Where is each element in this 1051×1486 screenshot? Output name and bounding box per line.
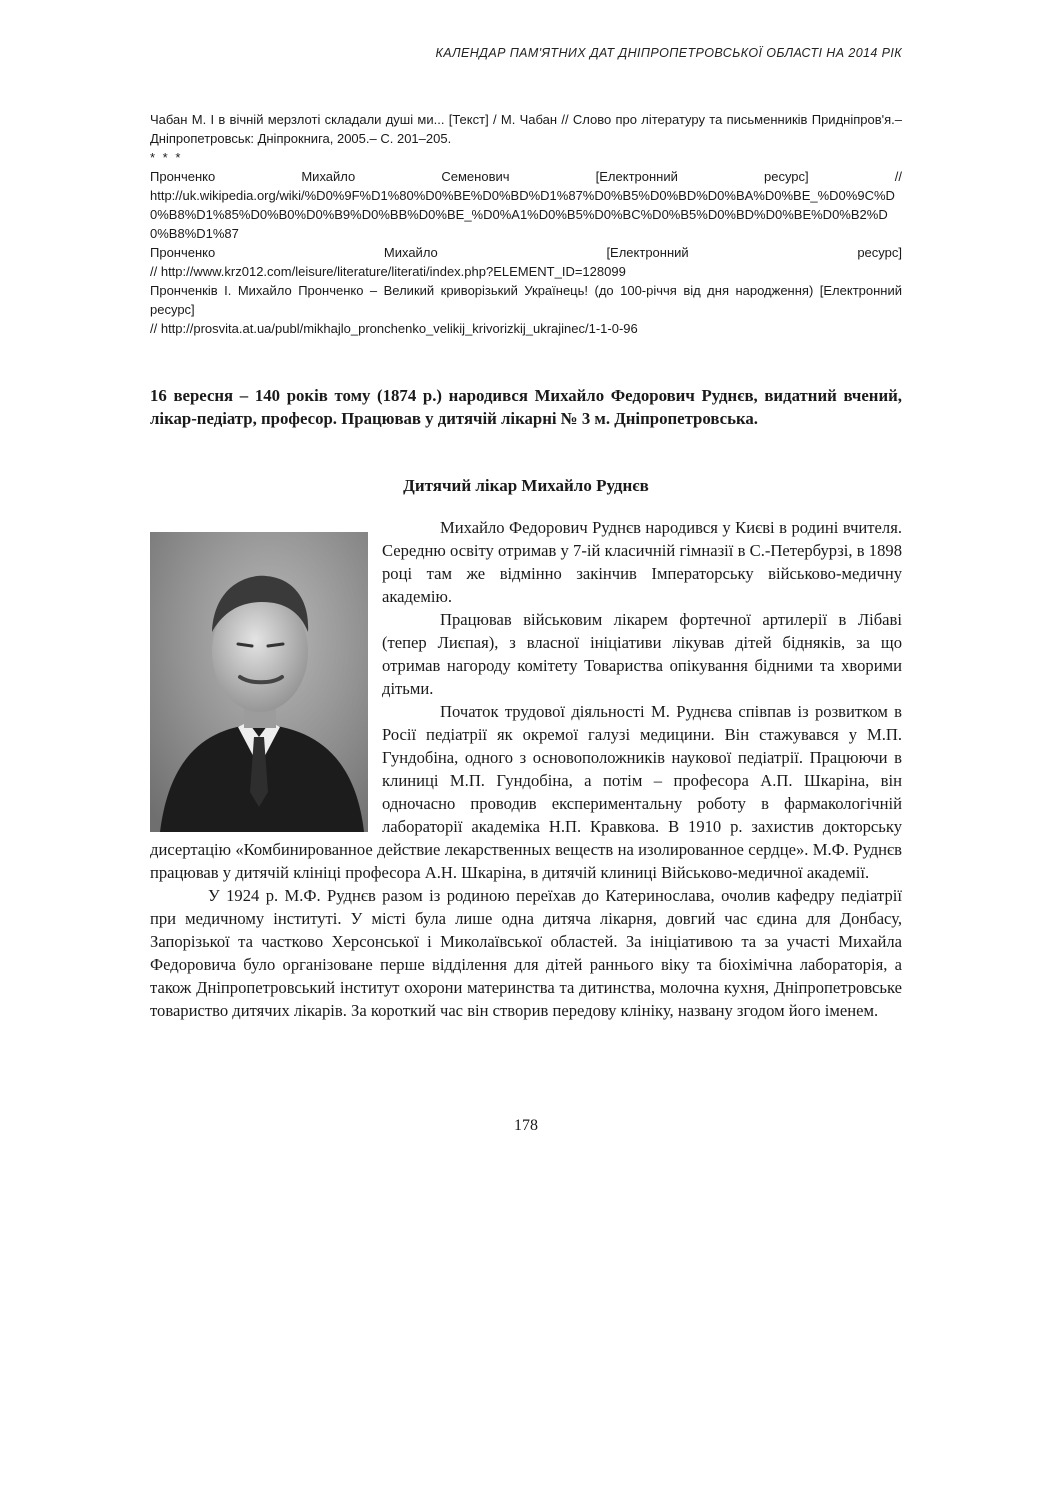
article-paragraph: Початок трудової діяльності М. Руднєва співпав із розвитком в Росії педіатрії як окремої галузі медицини. Він стажувався у М.П. Гундобіна, одного з основоположників наукової педіатрії. Працюючи в клиниці М.П. Гундобіна, а потім – професора А.П. Шкаріна, він одночасно проводив експериментальну роботу в фармакологічній лабораторії академіка Н.П. Кравкова. В 1910 р. захистив докторську дисертацію «Комбинированное действие лекарственных веществ на изолированное сердце». М.Ф. Руднєв працював у дитячій клініці професора А.Н. Шкаріна, в дитячій клиниці Військово-медичної академії. [150,702,902,882]
article-paragraph: Працював військовим лікарем фортечної артилерії в Лібаві (тепер Лиєпая), з власної ініціативи лікував дітей бідняків, за що отримав нагороду комітету Товариства опікування бідними та хворими дітьми. [382,610,902,698]
page-number: 178 [514,1117,538,1134]
article-title: Дитячий лікар Михайло Руднєв [403,476,649,495]
reference-chaban: Чабан М. І в вічній мерзлоті складали душі ми... [Текст] / М. Чабан // Слово про літературу та письменників Придніпров'я.– Дніпропетровськ: Дніпрокнига, 2005.– С. 201–205. [150,112,902,146]
article-paragraph: У 1924 р. М.Ф. Руднєв разом із родиною переїхав до Катеринослава, очолив кафедру педіатрії при медичному інституті. У місті була лише одна дитяча лікарня, довгий час єдина для Донбасу, Запорізької та частково Херсонської і Миколаївської областей. За ініціативою та за участі Михайла Федоровича було організоване перше відділення для дітей раннього віку та біохімічна лабораторія, а також Дніпропетровський інститут охорони материнства та дитинства, молочна кухня, Дніпропетровське товариство дитячих лікарів. За короткий час він створив передову клініку, названу згодом його іменем. [150,886,902,1020]
reference-krz-url[interactable]: // http://www.krz012.com/leisure/literature/literati/index.php?ELEMENT_ID=128099 [150,264,626,279]
portrait-photo [150,532,368,832]
reference-wikipedia-lead: Пронченко Михайло Семенович [Електронний ресурс] // [150,169,902,184]
section-separator: * * * [150,150,183,165]
reference-wikipedia-url[interactable]: http://uk.wikipedia.org/wiki/%D0%9F%D1%80%D0%BE%D0%BD%D1%87%D0%B5%D0%BD%D0%BA%D0%BE_%D0%9C%D0%B8%D1%85%D0%B0%D0%B9%D0%BB%D0%BE_%D0%A1%D0%B5%D0%BC%D0%B5%D0%BD%D0%BE%D0%B2%D0%B8%D1%87 [150,188,895,241]
reference-list [150,110,902,338]
article-paragraph: Михайло Федорович Руднєв народився у Києві в родині вчителя. Середню освіту отримав у 7-ій класичній гімназії в С.-Петербурзі, в 1898 році там же відмінно закінчив Імператорську військово-медичну академію. [382,518,902,606]
portrait-illustration [150,532,368,832]
article-body [150,516,902,1022]
reference-prosvita-lead: Пронченків І. Михайло Пронченко – Великий криворізький Українець! (до 100-річчя від дня народження) [Електронний ресурс] [150,283,902,317]
reference-prosvita-url[interactable]: // http://prosvita.at.ua/publ/mikhajlo_pronchenko_velikij_krivorizkij_ukrajinec/1-1-0-96 [150,321,638,336]
reference-krz-lead: Пронченко Михайло [Електронний ресурс] [150,245,902,260]
date-announcement: 16 вересня – 140 років тому (1874 р.) народився Михайло Федорович Руднєв, видатний вчений, лікар-педіатр, професор. Працював у дитячій лікарні № 3 м. Дніпропетровська. [150,386,902,428]
running-header: КАЛЕНДАР ПАМ'ЯТНИХ ДАТ ДНІПРОПЕТРОВСЬКОЇ ОБЛАСТІ НА 2014 РІК [435,46,902,60]
